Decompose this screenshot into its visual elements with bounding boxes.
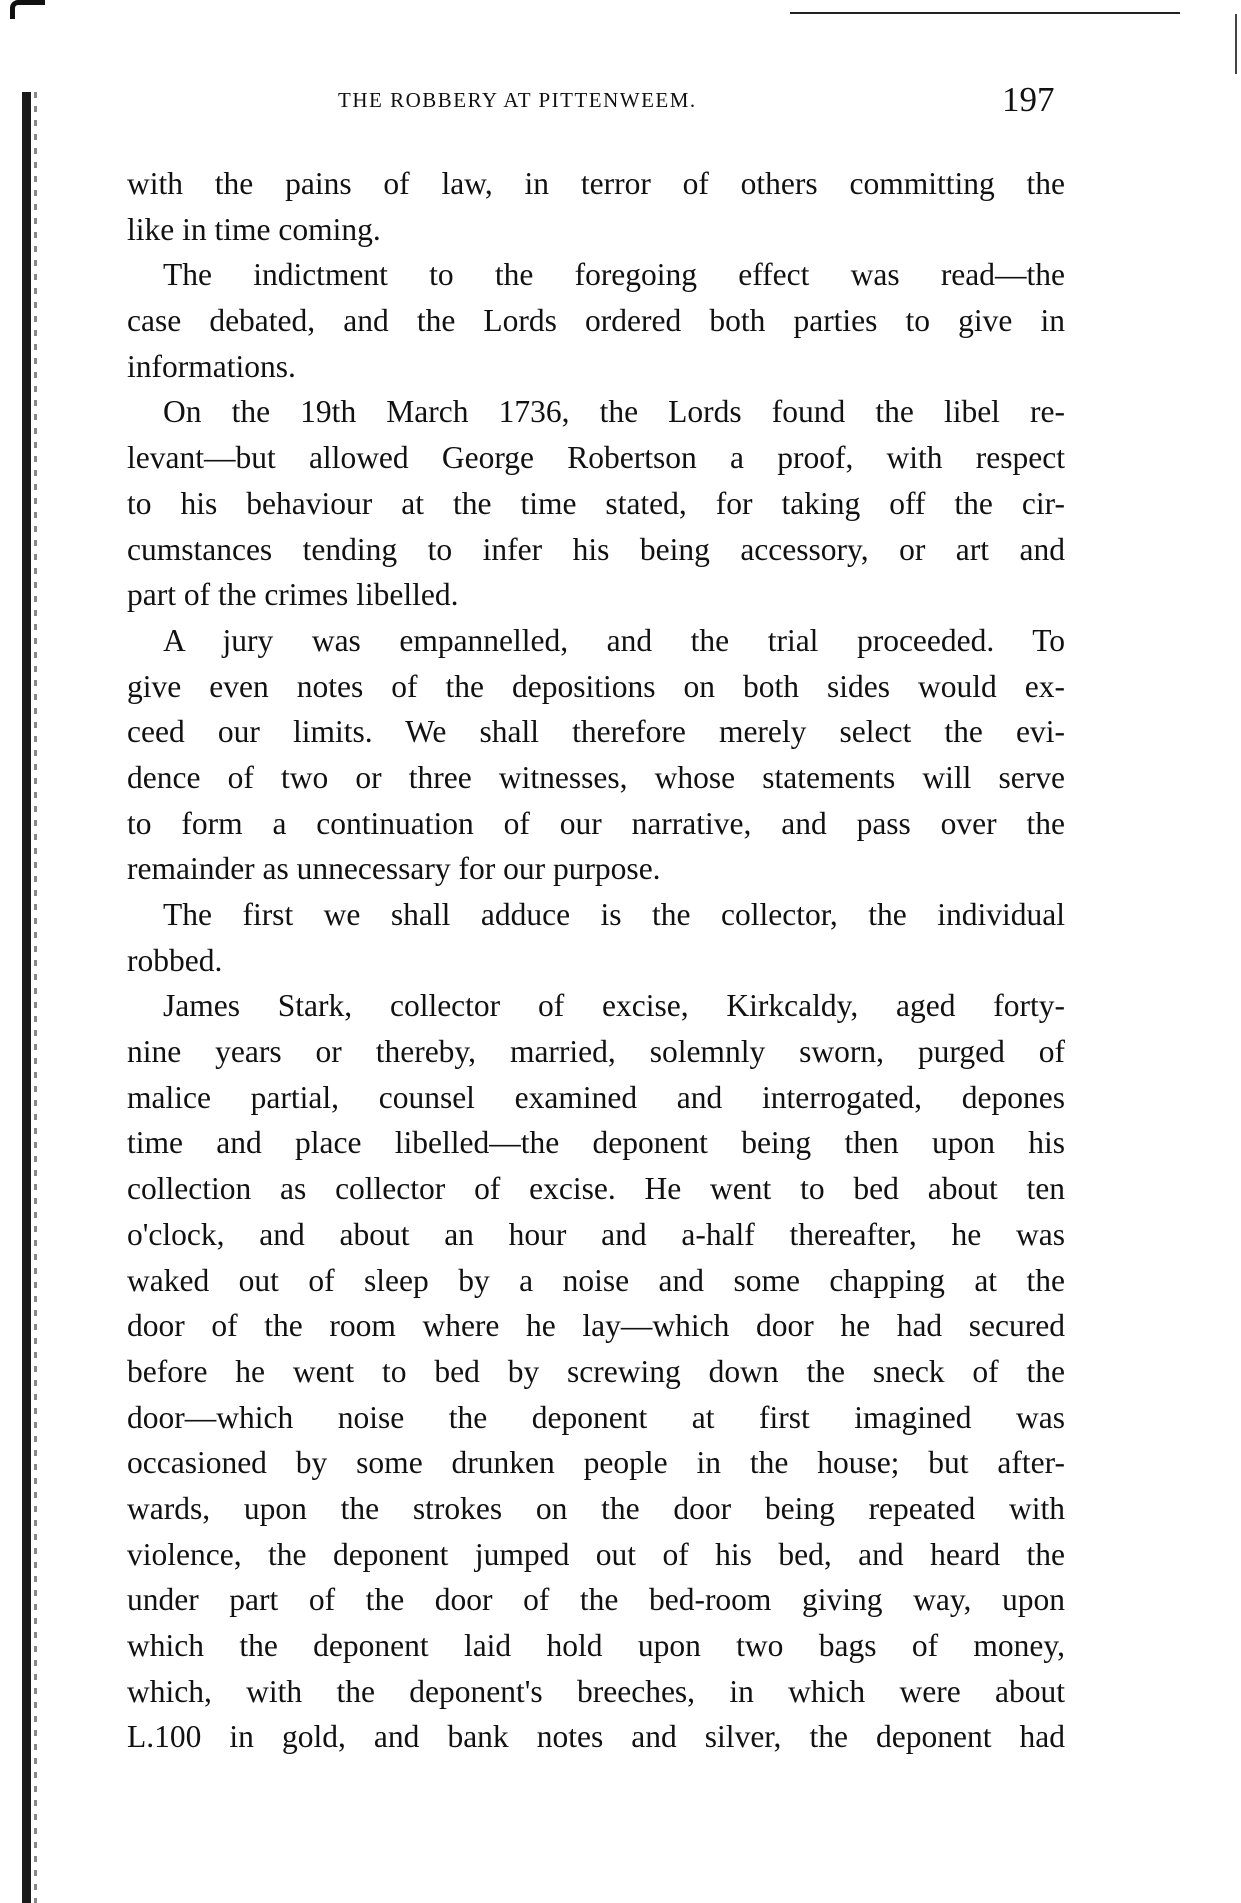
- text-line: James Stark, collector of excise, Kirkcaldy, aged forty-: [163, 988, 1065, 1024]
- page-corner-mark: [10, 0, 45, 19]
- page-body-text: [127, 161, 1065, 1760]
- text-line: nine years or thereby, married, solemnly sworn, purged of: [127, 1034, 1065, 1070]
- page-edge-right: [1235, 14, 1237, 74]
- text-line: before he went to bed by screwing down the sneck of the: [127, 1353, 1065, 1389]
- text-line: ceed our limits. We shall therefore merely select the evi-: [127, 714, 1065, 750]
- page-number: 197: [1002, 80, 1055, 119]
- text-line: case debated, and the Lords ordered both parties to give in: [127, 303, 1065, 339]
- text-line: waked out of sleep by a noise and some chapping at the: [127, 1262, 1065, 1298]
- text-line: which the deponent laid hold upon two bags of money,: [127, 1628, 1065, 1663]
- text-line: give even notes of the depositions on both sides would ex-: [127, 668, 1065, 704]
- book-binding-shadow: [22, 92, 31, 1903]
- text-line: levant—but allowed George Robertson a proof, with respect: [127, 440, 1065, 476]
- text-line: remainder as unnecessary for our purpose.: [127, 851, 661, 887]
- text-line: to form a continuation of our narrative, and pass over the: [127, 805, 1065, 841]
- text-line: The indictment to the foregoing effect was read—the: [163, 257, 1065, 293]
- text-line: time and place libelled—the deponent being then upon his: [127, 1125, 1065, 1161]
- text-line: collection as collector of excise. He went to bed about ten: [127, 1171, 1065, 1207]
- text-line: occasioned by some drunken people in the house; but after-: [127, 1445, 1065, 1481]
- book-binding-texture: [34, 92, 37, 1903]
- text-line: o'clock, and about an hour and a-half thereafter, he was: [127, 1216, 1065, 1252]
- text-line: violence, the deponent jumped out of his bed, and heard the: [127, 1536, 1065, 1572]
- text-line: malice partial, counsel examined and interrogated, depones: [127, 1079, 1065, 1115]
- text-line: under part of the door of the bed-room giving way, upon: [127, 1582, 1065, 1618]
- text-line: part of the crimes libelled.: [127, 577, 459, 613]
- text-line: informations.: [127, 348, 296, 384]
- text-line: like in time coming.: [127, 211, 381, 247]
- text-line: wards, upon the strokes on the door being repeated with: [127, 1490, 1065, 1526]
- text-line: robbed.: [127, 942, 223, 978]
- text-line: with the pains of law, in terror of others committing the: [127, 166, 1065, 201]
- text-line: A jury was empannelled, and the trial proceeded. To: [163, 622, 1065, 658]
- text-line: door of the room where he lay—which door he had secured: [127, 1308, 1065, 1344]
- text-line: dence of two or three witnesses, whose statements will serve: [127, 759, 1065, 795]
- text-line: which, with the deponent's breeches, in which were about: [127, 1673, 1065, 1709]
- page-edge-line: [790, 12, 1180, 14]
- text-line: to his behaviour at the time stated, for taking off the cir-: [127, 485, 1065, 521]
- text-line: L.100 in gold, and bank notes and silver, the deponent had: [127, 1719, 1065, 1755]
- text-line: On the 19th March 1736, the Lords found the libel re-: [163, 394, 1065, 430]
- text-line: door—which noise the deponent at first imagined was: [127, 1399, 1065, 1435]
- running-title: THE ROBBERY AT PITTENWEEM.: [338, 88, 697, 112]
- text-line: cumstances tending to infer his being accessory, or art and: [127, 531, 1065, 567]
- text-line: The first we shall adduce is the collector, the individual: [163, 897, 1065, 932]
